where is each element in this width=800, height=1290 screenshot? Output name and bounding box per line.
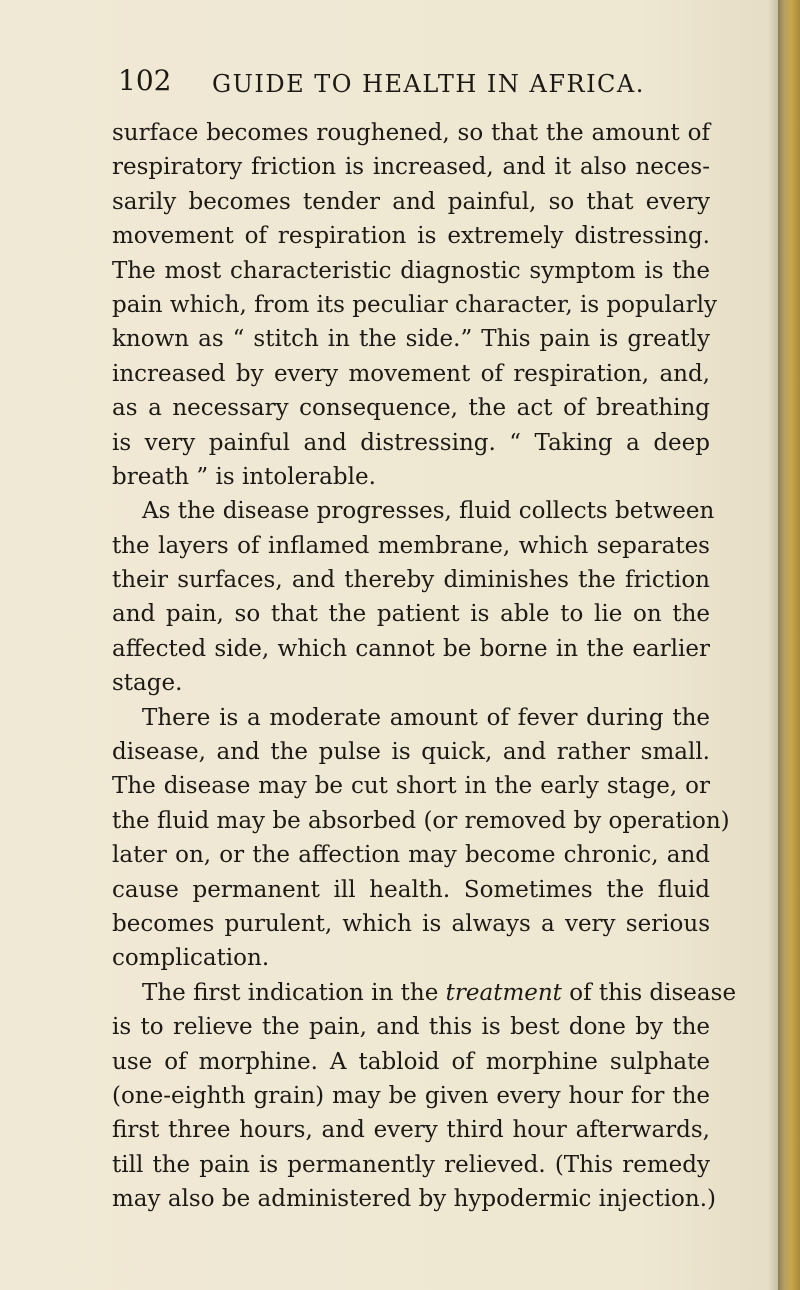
running-title: GUIDE TO HEALTH IN AFRICA. [212,70,645,98]
text-line: known as “ stitch in the side.” This pain is greatly [112,326,710,353]
page-header [118,64,758,114]
text-line: and pain, so that the patient is able to lie on the [112,601,710,628]
text-line: The disease may be cut short in the early stage, or [112,773,710,800]
text-line: is very painful and distressing. “ Taking a deep [112,429,710,456]
text-line: complication. [112,945,270,972]
text-line: first three hours, and every third hour afterwards, [112,1117,710,1144]
text-line: stage. [112,670,183,697]
text-line: later on, or the affection may become chronic, and [112,842,710,869]
page-edge [778,0,800,1290]
text-line: the layers of inflamed membrane, which separates [112,532,710,559]
text-line: The most characteristic diagnostic symptom is the [112,257,710,284]
text-line: There is a moderate amount of fever during the [142,704,710,731]
text-line: increased by every movement of respiration, and, [112,360,710,387]
text-line: movement of respiration is extremely distressing. [112,223,710,250]
text-line: may also be administered by hypodermic injection.) [112,1186,716,1213]
text-line: disease, and the pulse is quick, and rather small. [112,739,710,766]
text-line: As the disease progresses, fluid collects between [142,498,715,525]
body-text [112,116,737,1217]
page-number: 102 [118,64,172,97]
text-line: surface becomes roughened, so that the amount of [112,120,710,146]
text-line: as a necessary consequence, the act of breathing [112,395,710,422]
text-line: their surfaces, and thereby diminishes the friction [112,567,710,594]
text-line: is to relieve the pain, and this is best done by the [112,1014,710,1041]
text-line: respiratory friction is increased, and it also neces- [112,154,710,181]
text-line: (one-eighth grain) may be given every hour for the [112,1082,710,1109]
text-line: The first indication in the treatment of this disease [142,979,737,1006]
text-line: pain which, from its peculiar character, is popularly [112,291,717,318]
emphasis-word: treatment [445,979,562,1006]
text-line: the fluid may be absorbed (or removed by operation) [112,807,730,834]
text-line: sarily becomes tender and painful, so that every [112,188,710,215]
text-line: breath ” is intolerable. [112,463,376,490]
page-gutter-shadow [768,0,778,1290]
text-line: use of morphine. A tabloid of morphine sulphate [112,1048,710,1075]
text-line: till the pain is permanently relieved. (This remedy [112,1151,710,1178]
text-line: becomes purulent, which is always a very serious [112,910,710,937]
text-line: cause permanent ill health. Sometimes the fluid [112,876,710,903]
text-line: affected side, which cannot be borne in the earlier [112,635,710,662]
